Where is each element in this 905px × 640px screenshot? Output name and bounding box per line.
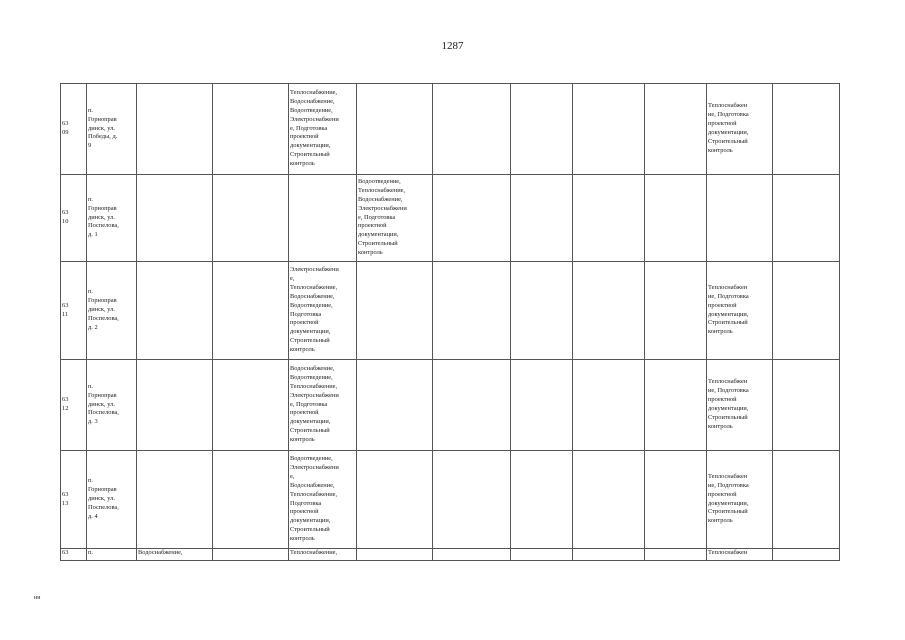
empty-cell [433, 84, 511, 175]
work-types-cell-right: Теплоснабжен ие, Подготовка проектной документации, Строительный контроль [707, 451, 773, 549]
work-types-cell-alt [357, 451, 433, 549]
column-4-cell [213, 84, 289, 175]
column-4-cell [213, 360, 289, 451]
empty-cell [433, 175, 511, 262]
table-row [61, 360, 840, 451]
work-types-cell-right: Теплоснабжен ие, Подготовка проектной документации, Строительный контроль [707, 360, 773, 451]
empty-cell [433, 451, 511, 549]
empty-cell [573, 262, 645, 360]
empty-cell [573, 549, 645, 561]
table-row [61, 549, 840, 561]
row-number: 63 11 [61, 262, 87, 360]
register-table [60, 83, 840, 561]
work-types-cell-alt [357, 360, 433, 451]
work-types-cell: Водоотведение, Электроснабжени е, Водоснабжение, Теплоснабжение, Подготовка проектной документации, Строительный контроль [289, 451, 357, 549]
column-4-cell [213, 549, 289, 561]
footer-mark: нн [34, 595, 41, 601]
empty-cell [773, 175, 840, 262]
empty-cell [645, 262, 707, 360]
empty-cell [573, 451, 645, 549]
work-types-cell: Электроснабжени е, Теплоснабжение, Водоснабжение, Водоотведение, Подготовка проектной документации, Строительный контроль [289, 262, 357, 360]
work-types-cell-right: Теплоснабжен [707, 549, 773, 561]
empty-cell [511, 549, 573, 561]
row-number: 63 10 [61, 175, 87, 262]
row-number: 63 09 [61, 84, 87, 175]
table-row [61, 451, 840, 549]
empty-cell [511, 175, 573, 262]
column-3-cell [137, 175, 213, 262]
column-4-cell [213, 451, 289, 549]
work-types-cell-alt [357, 262, 433, 360]
empty-cell [511, 360, 573, 451]
row-number: 63 12 [61, 360, 87, 451]
empty-cell [573, 84, 645, 175]
address-cell: п. Горноправ динск, ул. Поспелова, д. 1 [87, 175, 137, 262]
work-types-cell [289, 175, 357, 262]
empty-cell [433, 360, 511, 451]
table-row [61, 84, 840, 175]
empty-cell [511, 262, 573, 360]
column-3-cell: Водоснабжение, [137, 549, 213, 561]
empty-cell [773, 451, 840, 549]
empty-cell [773, 360, 840, 451]
empty-cell [511, 451, 573, 549]
address-cell: п. [87, 549, 137, 561]
empty-cell [573, 175, 645, 262]
column-3-cell [137, 451, 213, 549]
empty-cell [645, 175, 707, 262]
empty-cell [433, 549, 511, 561]
address-cell: п. Горноправ динск, ул. Поспелова, д. 3 [87, 360, 137, 451]
column-3-cell [137, 84, 213, 175]
work-types-cell-right [707, 175, 773, 262]
work-types-cell-alt [357, 549, 433, 561]
empty-cell [645, 451, 707, 549]
address-cell: п. Горноправ динск, ул. Поспелова, д. 2 [87, 262, 137, 360]
empty-cell [773, 262, 840, 360]
address-cell: п. Горноправ динск, ул. Поспелова, д. 4 [87, 451, 137, 549]
column-4-cell [213, 262, 289, 360]
empty-cell [645, 84, 707, 175]
table-row [61, 262, 840, 360]
page-number: 1287 [441, 40, 464, 52]
empty-cell [511, 84, 573, 175]
empty-cell [433, 262, 511, 360]
work-types-cell: Водоснабжение, Водоотведение, Теплоснабжение, Электроснабжени е, Подготовка проектной документации, Строительный контроль [289, 360, 357, 451]
empty-cell [645, 360, 707, 451]
row-number: 63 13 [61, 451, 87, 549]
column-3-cell [137, 262, 213, 360]
empty-cell [645, 549, 707, 561]
column-4-cell [213, 175, 289, 262]
empty-cell [773, 84, 840, 175]
table-row [61, 175, 840, 262]
address-cell: п. Горноправ динск, ул. Победы, д. 9 [87, 84, 137, 175]
empty-cell [773, 549, 840, 561]
work-types-cell-right: Теплоснабжен ие, Подготовка проектной документации, Строительный контроль [707, 262, 773, 360]
work-types-cell: Теплоснабжение, Водоснабжение, Водоотведение, Электроснабжени е, Подготовка проектной документации, Строительный контроль [289, 84, 357, 175]
work-types-cell: Теплоснабжение, [289, 549, 357, 561]
work-types-cell-alt: Водоотведение, Теплоснабжение, Водоснабжение, Электроснабжени е, Подготовка проектной документации, Строительный контроль [357, 175, 433, 262]
work-types-cell-right: Теплоснабжен ие, Подготовка проектной документации, Строительный контроль [707, 84, 773, 175]
column-3-cell [137, 360, 213, 451]
row-number: 63 [61, 549, 87, 561]
empty-cell [573, 360, 645, 451]
work-types-cell-alt [357, 84, 433, 175]
